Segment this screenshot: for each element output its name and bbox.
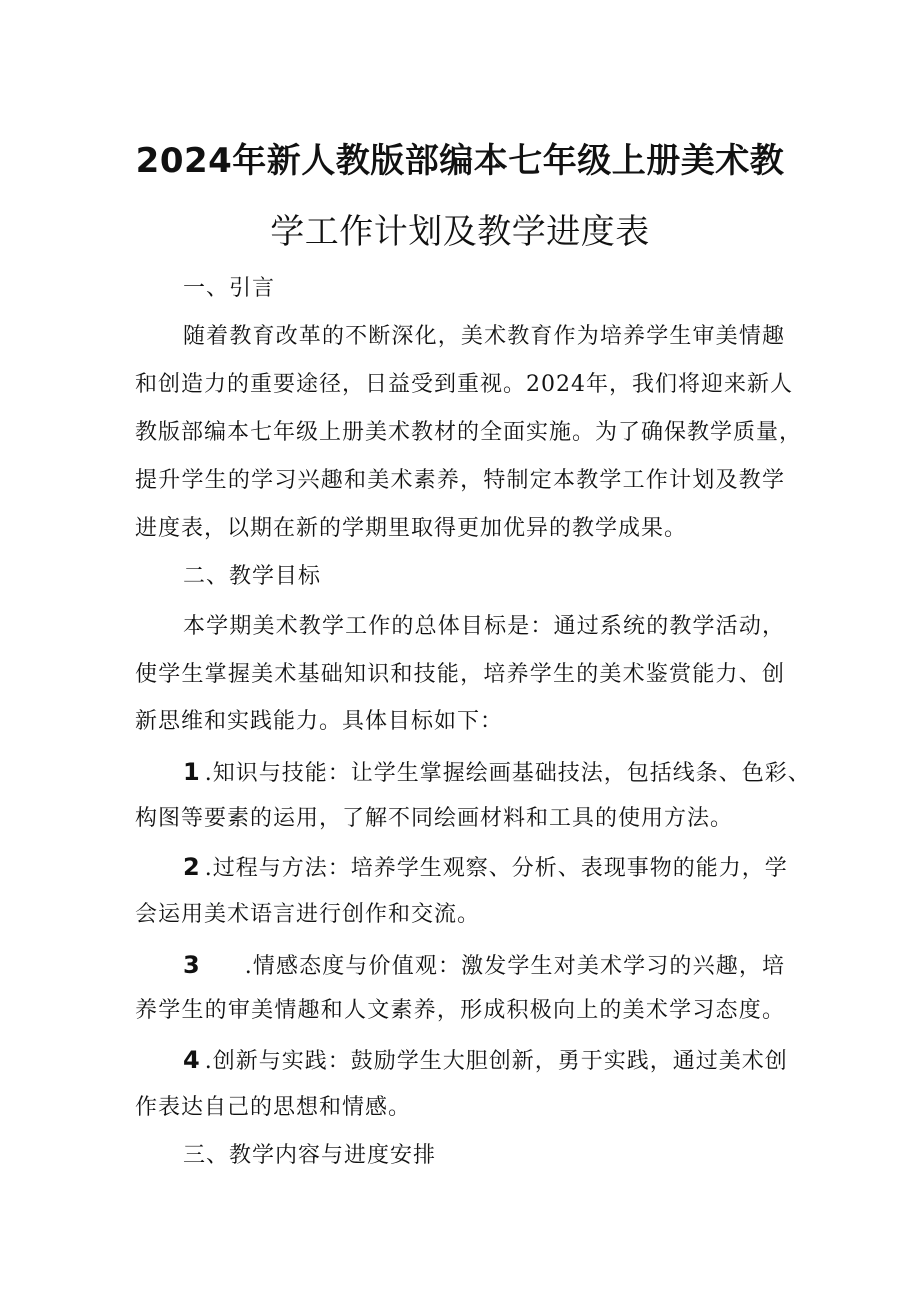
paragraph-line: 随着教育改革的不断深化，美术教育作为培养学生审美情趣 xyxy=(183,324,785,349)
goal-item-3 xyxy=(183,950,785,982)
paragraph-line: 养学生的审美情趣和人文素养，形成积极向上的美术学习态度。 xyxy=(135,998,785,1023)
paragraph-line: 进度表，以期在新的学期里取得更加优异的教学成果。 xyxy=(135,516,688,541)
goal-item-text: .过程与方法：培养学生观察、分析、表现事物的能力，学 xyxy=(204,856,788,881)
paragraph-line: 会运用美术语言进行创作和交流。 xyxy=(135,902,481,927)
paragraph-line: 本学期美术教学工作的总体目标是：通过系统的教学活动， xyxy=(183,614,785,639)
goal-item-number: 3 xyxy=(183,951,201,979)
goal-item-text: .创新与实践：鼓励学生大胆创新，勇于实践，通过美术创 xyxy=(204,1049,788,1074)
document-title-line-2: 学工作计划及教学进度表 xyxy=(270,212,650,252)
section-heading-content: 三、教学内容与进度安排 xyxy=(183,1143,437,1168)
paragraph-line: 教版部编本七年级上册美术教材的全面实施。为了确保教学质量， xyxy=(135,420,803,445)
paragraph-line: 和创造力的重要途径，日益受到重视。2024年，我们将迎来新人 xyxy=(135,372,793,397)
section-heading-goals: 二、教学目标 xyxy=(183,564,322,589)
paragraph-line: 提升学生的学习兴趣和美术素养，特制定本教学工作计划及教学 xyxy=(135,468,785,493)
paragraph-line: 构图等要素的运用，了解不同绘画材料和工具的使用方法。 xyxy=(135,806,734,831)
goal-item-text: .情感态度与价值观：激发学生对美术学习的兴趣，培 xyxy=(244,954,785,979)
goal-item-number: 4 xyxy=(183,1046,201,1074)
section-heading-intro: 一、引言 xyxy=(183,276,276,301)
goal-item-text: .知识与技能：让学生掌握绘画基础技法，包括线条、色彩、 xyxy=(204,761,811,786)
paragraph-line: 新思维和实践能力。具体目标如下： xyxy=(135,709,504,734)
goal-item-4 xyxy=(183,1045,788,1077)
document-title-line-1: 2024年新人教版部编本七年级上册美术教 xyxy=(135,141,785,181)
paragraph-line: 作表达自己的思想和情感。 xyxy=(135,1095,412,1120)
goal-item-number: 1 xyxy=(183,758,201,786)
paragraph-line: 使学生掌握美术基础知识和技能，培养学生的美术鉴赏能力、创 xyxy=(135,662,785,687)
goal-item-2 xyxy=(183,852,788,884)
goal-item-1 xyxy=(183,757,811,789)
goal-item-number: 2 xyxy=(183,853,201,881)
